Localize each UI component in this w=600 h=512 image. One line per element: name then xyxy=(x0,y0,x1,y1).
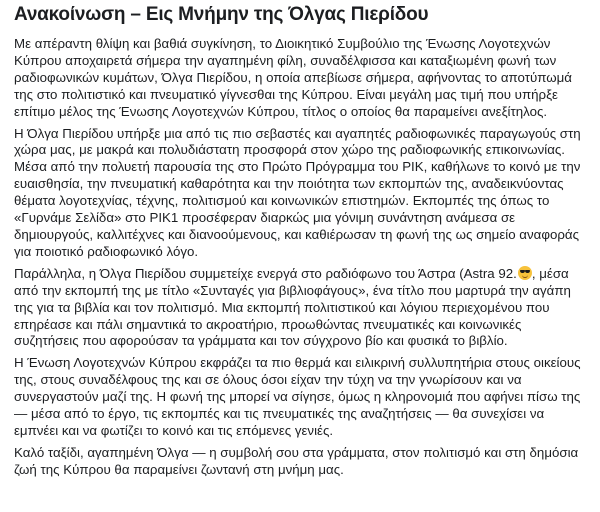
paragraph-astra xyxy=(14,266,588,351)
paragraph-astra-text-end: , μέσα από την εκπομπή της με τίτλο «Συνταγές για βιβλιοφάγους», ένα τίτλο που μαρτυρά την αγάπη της για τα βιβλία και τον πολιτισμό. Μια εκπομπή πολιτιστικού και λόγιου περιεχομένου που επηρέασε και πάλι σημαντικά το ακροατήριο, προωθώντας πνευματικές και κοινωνικές συζητήσεις που αφορούσαν τα γράμματα και τον σύγχρονο βίο και φυσικά το βιβλίο. xyxy=(14,265,571,349)
paragraph-intro: Με απέραντη θλίψη και βαθιά συγκίνηση, το Διοικητικό Συμβούλιο της Ένωσης Λογοτεχνών Κύπρου αποχαιρετά σήμερα την αγαπημένη φίλη, συναδέλφισσα και καταξιωμένη φωνή των ραδιοφωνικών κυμάτων, Όλγα Πιερίδου, η οποία απεβίωσε σήμερα, αφήνοντας το αποτύπωμά της στο πολιτιστικό και πνευματικό γίγνεσθαι της Κύπρου. Είναι μεγάλη μας τιμή που υπήρξε επίτιμο μέλος της Ένωσης Λογοτεχνών Κύπρου, τίτλος ο οποίος θα παραμείνει ανεξίτηλος. xyxy=(14,36,572,119)
paragraph-farewell: Καλό ταξίδι, αγαπημένη Όλγα — η συμβολή σου στα γράμματα, στον πολιτισμό και στη δημόσια ζωή της Κύπρου θα παραμείνει ζωντανή στη μνήμη μας. xyxy=(14,444,579,477)
paragraph-career: Η Όλγα Πιερίδου υπήρξε μια από τις πιο σεβαστές και αγαπητές ραδιοφωνικές παραγωγούς στη χώρα μας, με μακρά και πολυδιάστατη προσφορά στον χώρο της ραδιοφωνικής επικοινωνίας. Μέσα από την πολυετή παρουσία της στο Πρώτο Πρόγραμμα του ΡΙΚ, καθήλωνε το κοινό με την ευαισθησία, την πνευματική καθαρότητα και την ποιότητα των εκπομπών της, αναδεικνύοντας θέματα λογοτεχνίας, τέχνης, πολιτισμού και κοινωνικών επιστημών. Εκπομπές της όπως το «Γυρνάμε Σελίδα» στο ΡΙΚ1 προσέφεραν διαρκώς μια γόνιμη συνάντηση ανάμεσα σε δημιουργούς, καλλιτέχνες και διανοούμενους, και καθιέρωσαν τη φωνή της ως σημείο αναφοράς για ποιοτικό ραδιοφωνικό λόγο. xyxy=(14,125,581,259)
smiling-face-with-sunglasses-icon xyxy=(518,266,532,280)
post-title: Ανακοίνωση – Εις Μνήμην της Όλγας Πιερίδου xyxy=(14,4,429,25)
paragraph-astra-text-start: Παράλληλα, η Όλγα Πιερίδου συμμετείχε ενεργά στο ραδιόφωνο του Άστρα (Astra 92. xyxy=(14,265,517,281)
paragraph-condolences: Η Ένωση Λογοτεχνών Κύπρου εκφράζει τα πιο θερμά και ειλικρινή συλλυπητήρια στους οικείους της, στους συναδέλφους της και σε όλους όσοι είχαν την τύχη να την γνωρίσουν και να συνεργαστούν μαζί της. Η φωνή της μπορεί να σίγησε, όμως η κληρονομιά που αφήνει πίσω της — μέσα από το έργο, τις εκπομπές και τις πνευματικές της αναζητήσεις — θα συνεχίσει να εμπνέει και να φωτίζει το κοινό και τις επόμενες γενιές. xyxy=(14,355,581,438)
